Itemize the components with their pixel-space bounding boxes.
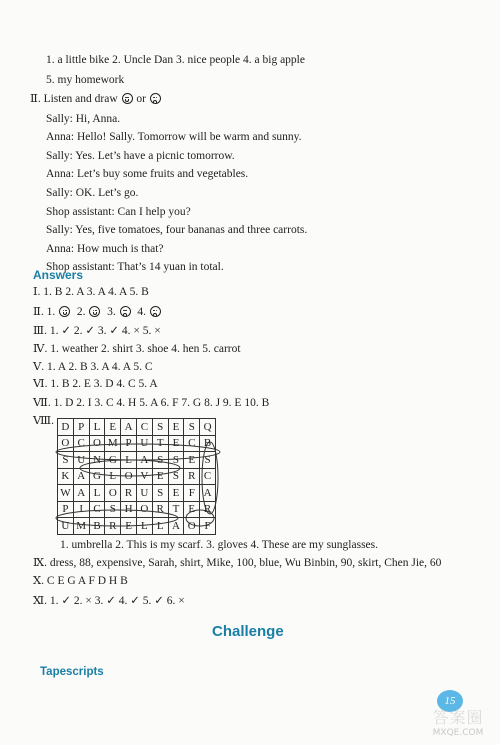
grid-cell: E (168, 419, 184, 436)
grid-row (58, 435, 216, 452)
grid-cell: C (184, 435, 200, 452)
grid-cell: W (58, 485, 74, 502)
answer-9: Ⅸ. dress, 88, expensive, Sarah, shirt, Mike, 100, blue, Wu Binbin, 90, skirt, Chen Jie, 60 (33, 557, 442, 569)
grid-cell: A (73, 485, 89, 502)
dialogue-line: Anna: Let’s buy some fruits and vegetables. (46, 168, 249, 180)
grid-cell: F (200, 518, 216, 535)
grid-cell: E (121, 518, 137, 535)
dialogue-line: Sally: Yes, five tomatoes, four bananas and three carrots. (46, 224, 308, 236)
answer-8-words: 1. umbrella 2. This is my scarf. 3. gloves 4. These are my sunglasses. (60, 539, 379, 551)
items-line-2: 5. my homework (46, 74, 125, 86)
grid-cell: T (152, 435, 168, 452)
grid-cell: A (200, 485, 216, 502)
grid-cell: D (58, 419, 74, 436)
answer-5: Ⅴ. 1. A 2. B 3. A 4. A 5. C (33, 361, 153, 373)
grid-cell: O (121, 468, 137, 485)
grid-row (58, 518, 216, 535)
grid-cell: S (152, 419, 168, 436)
grid-cell: U (136, 485, 152, 502)
grid-cell: U (58, 518, 74, 535)
dialogue-line: Sally: OK. Let’s go. (46, 187, 139, 199)
grid-cell: L (136, 518, 152, 535)
grid-cell: M (73, 518, 89, 535)
grid-row (58, 468, 216, 485)
dialogue-line: Shop assistant: That’s 14 yuan in total. (46, 261, 224, 273)
grid-cell: A (136, 452, 152, 469)
section2-heading (30, 92, 162, 106)
grid-cell: P (73, 419, 89, 436)
grid-cell: A (168, 518, 184, 535)
grid-cell: O (184, 518, 200, 535)
grid-cell: P (58, 501, 74, 518)
dialogue-line: Shop assistant: Can I help you? (46, 206, 191, 218)
grid-cell: O (136, 501, 152, 518)
grid-cell: R (152, 501, 168, 518)
grid-cell: L (152, 518, 168, 535)
answer-10: Ⅹ. C E G A F D H B (33, 575, 128, 587)
grid-cell: E (168, 485, 184, 502)
grid-cell: S (58, 452, 74, 469)
answer-2-num: 3. (107, 306, 116, 318)
grid-cell: L (89, 485, 105, 502)
grid-row (58, 452, 216, 469)
grid-cell: G (89, 468, 105, 485)
grid-cell: A (121, 419, 137, 436)
grid-cell: Q (200, 419, 216, 436)
grid-cell: L (89, 419, 105, 436)
items-line-1: 1. a little bike 2. Uncle Dan 3. nice people 4. a big apple (46, 54, 305, 66)
grid-cell: E (105, 419, 121, 436)
dialogue-line: Anna: How much is that? (46, 243, 164, 255)
grid-cell: S (200, 452, 216, 469)
word-search-grid (57, 418, 216, 535)
grid-cell: R (200, 501, 216, 518)
grid-cell: T (168, 501, 184, 518)
grid-cell: G (105, 452, 121, 469)
grid-row (58, 419, 216, 436)
grid-cell: B (200, 435, 216, 452)
grid-cell: R (105, 518, 121, 535)
smiley-face-icon (122, 93, 133, 104)
dialogue-line: Sally: Hi, Anna. (46, 113, 121, 125)
smiley-face-icon (59, 306, 70, 317)
grid-cell: V (136, 468, 152, 485)
answer-2 (33, 305, 162, 319)
answer-1: Ⅰ. 1. B 2. A 3. A 4. A 5. B (33, 286, 149, 298)
grid-cell: S (184, 419, 200, 436)
grid-cell: K (58, 468, 74, 485)
page-number-badge: 15 (437, 690, 463, 712)
grid-cell: E (168, 435, 184, 452)
answer-3: Ⅲ. 1. ✓ 2. ✓ 3. ✓ 4. × 5. × (33, 325, 161, 337)
smiley-face-icon (89, 306, 100, 317)
answer-8-label: Ⅷ. (33, 415, 54, 427)
grid-cell: B (89, 518, 105, 535)
grid-cell: E (152, 468, 168, 485)
grid-cell: S (152, 485, 168, 502)
answer-2-num: 2. (76, 306, 86, 318)
grid-cell: C (200, 468, 216, 485)
grid-cell: S (105, 501, 121, 518)
grid-cell: P (121, 435, 137, 452)
watermark-text: 答案圈 (432, 708, 484, 727)
answer-11: Ⅺ. 1. ✓ 2. × 3. ✓ 4. ✓ 5. ✓ 6. × (33, 595, 185, 607)
grid-cell: R (121, 485, 137, 502)
dialogue-line: Anna: Hello! Sally. Tomorrow will be warm and sunny. (46, 131, 302, 143)
grid-cell: M (105, 435, 121, 452)
grid-cell: L (121, 452, 137, 469)
answer-2-num: 4. (137, 306, 146, 318)
challenge-heading: Challenge (212, 623, 284, 640)
grid-cell: L (105, 468, 121, 485)
grid-cell: U (73, 452, 89, 469)
answers-heading: Answers (33, 268, 84, 282)
grid-cell: E (184, 501, 200, 518)
grid-cell: U (136, 435, 152, 452)
watermark-url: MXQE.COM (432, 728, 484, 738)
sad-face-icon (120, 306, 131, 317)
grid-cell: C (89, 501, 105, 518)
tapescripts-heading: Tapescripts (40, 666, 104, 678)
grid-cell: S (168, 452, 184, 469)
grid-cell: N (89, 452, 105, 469)
section2-label: Ⅱ. Listen and draw (30, 93, 118, 105)
grid-cell: A (73, 468, 89, 485)
grid-cell: H (121, 501, 137, 518)
answer-7: Ⅶ. 1. D 2. I 3. C 4. H 5. A 6. F 7. G 8. J 9. E 10. B (33, 397, 270, 409)
answer-6: Ⅵ. 1. B 2. E 3. D 4. C 5. A (33, 378, 158, 390)
dialogue-line: Sally: Yes. Let’s have a picnic tomorrow. (46, 150, 235, 162)
sad-face-icon (150, 93, 161, 104)
answer-2-prefix: Ⅱ. 1. (33, 306, 56, 318)
grid-cell: I (73, 501, 89, 518)
grid-row (58, 501, 216, 518)
grid-row (58, 485, 216, 502)
grid-cell: R (184, 468, 200, 485)
watermark-logo (420, 705, 496, 741)
grid-cell: F (184, 485, 200, 502)
grid-cell: E (184, 452, 200, 469)
grid-cell: S (168, 468, 184, 485)
answer-4: Ⅳ. 1. weather 2. shirt 3. shoe 4. hen 5. carrot (33, 343, 241, 355)
grid-cell: O (58, 435, 74, 452)
grid-cell: C (73, 435, 89, 452)
grid-cell: O (89, 435, 105, 452)
grid-cell: O (105, 485, 121, 502)
section2-or: or (136, 93, 146, 105)
grid-cell: C (136, 419, 152, 436)
grid-cell: S (152, 452, 168, 469)
sad-face-icon (150, 306, 161, 317)
